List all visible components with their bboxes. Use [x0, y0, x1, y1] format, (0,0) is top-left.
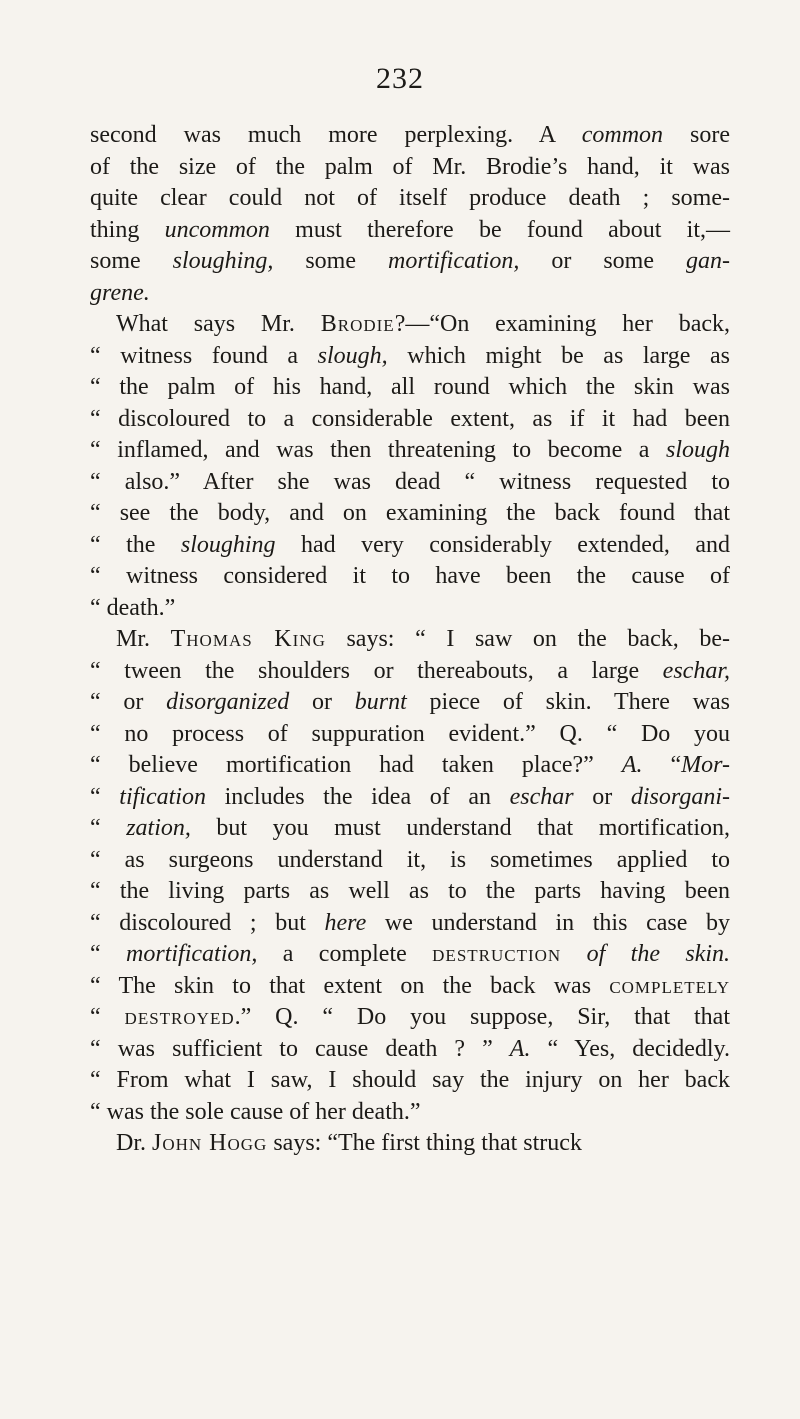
text-run: thing	[90, 216, 165, 243]
text-run: “ witness considered it to have been the cause of	[90, 563, 730, 589]
text-run: tification	[119, 783, 206, 810]
text-line	[90, 1065, 730, 1097]
text-run: completely	[609, 972, 730, 999]
text-run: Mr.	[116, 626, 171, 652]
text-run: we understand in this case by	[366, 909, 730, 936]
text-run: “ as surgeons understand it, is sometimes applied to	[90, 846, 730, 873]
text-run: of the skin.	[586, 941, 731, 967]
text-run: “ was sufficient to cause death ? ”	[90, 1035, 510, 1062]
text-run: “ inflamed, and was then threatening to become a	[90, 437, 666, 463]
text-line	[90, 309, 730, 341]
text-run: sloughing,	[172, 248, 274, 274]
text-line	[90, 183, 730, 215]
text-run: “ see the body, and on examining the back found that	[90, 500, 730, 526]
text-line	[90, 467, 730, 499]
text-line	[90, 845, 730, 877]
text-line	[90, 782, 730, 814]
text-run: “ The skin to that extent on the back was	[90, 972, 610, 999]
text-run: What says Mr.	[116, 311, 321, 337]
text-run: “ the palm of his hand, all round which the skin was	[90, 374, 730, 400]
text-line	[90, 939, 730, 971]
text-run: quite clear could not of itself produce death ; some-	[90, 185, 730, 211]
text-run: slough,	[317, 342, 388, 369]
text-run: burnt	[354, 689, 407, 715]
text-line	[90, 498, 730, 530]
text-run: but you must understand that mortification,	[190, 815, 730, 841]
text-run: a complete	[257, 941, 433, 967]
text-run: Dr.	[116, 1130, 152, 1156]
text-line	[90, 435, 730, 467]
text-run: “	[90, 783, 120, 810]
text-run: slough	[665, 437, 730, 463]
text-line	[90, 593, 730, 625]
text-run: gan-	[685, 248, 730, 274]
text-run: says: “ I saw on the back, be-	[325, 626, 730, 652]
text-run: or	[289, 689, 355, 715]
text-run: had very considerably extended, and	[275, 531, 730, 558]
text-line	[90, 813, 730, 845]
text-run: “ the	[90, 531, 181, 558]
text-run: uncommon	[164, 216, 270, 243]
text-run: Brodie	[320, 311, 395, 337]
text-line	[90, 372, 730, 404]
text-run: “ believe mortification had taken place?”	[90, 752, 622, 778]
text-run: some	[273, 248, 388, 274]
text-run: piece of skin. There was	[406, 689, 730, 715]
text-line	[90, 1097, 730, 1129]
text-run: destroyed	[124, 1004, 235, 1030]
text-run: disorgani-	[630, 783, 730, 810]
text-line	[90, 120, 730, 152]
text-line	[90, 750, 730, 782]
text-line	[90, 530, 730, 562]
text-line	[90, 341, 730, 373]
text-run: eschar	[509, 783, 574, 810]
text-run: “ discoloured to a considerable extent, as if it had been	[90, 405, 730, 432]
text-run: includes the idea of an	[205, 783, 510, 810]
text-run: which might be as large as	[387, 342, 730, 369]
text-run: here	[324, 909, 367, 936]
text-run: mortification,	[126, 941, 258, 967]
text-run: or	[573, 783, 631, 810]
text-line	[90, 561, 730, 593]
text-run: sloughing	[180, 531, 276, 558]
text-run: destruction	[432, 941, 562, 967]
text-run: “	[90, 941, 127, 967]
text-line	[90, 1034, 730, 1066]
text-run: must therefore be found about it,—	[269, 216, 730, 243]
text-run: “	[642, 752, 682, 778]
text-run: “ was the sole cause of her death.”	[90, 1098, 421, 1125]
text-run: common	[581, 122, 664, 148]
text-run: grene.	[90, 279, 150, 306]
text-run: “	[90, 1004, 125, 1030]
text-run: “ no process of suppuration evident.” Q. “ Do you	[90, 720, 730, 747]
text-run: “ From what I saw, I should say the injury on her back	[90, 1067, 730, 1093]
text-run: A.	[509, 1035, 531, 1062]
text-run: of the size of the palm of Mr. Brodie’s hand, it was	[90, 153, 730, 180]
text-line	[90, 215, 730, 247]
text-run: or some	[519, 248, 686, 274]
text-run: ?—“On examining her back,	[394, 311, 730, 337]
text-run: “ Yes, decidedly.	[530, 1035, 731, 1062]
text-run: mortification,	[388, 248, 520, 274]
text-line	[90, 278, 730, 310]
text-line	[90, 1002, 730, 1034]
text-line	[90, 687, 730, 719]
text-line	[90, 971, 730, 1003]
text-run: John Hogg	[152, 1130, 268, 1156]
text-run: eschar,	[662, 657, 730, 684]
text-run: “ or	[90, 689, 167, 715]
text-run: second was much more perplexing. A	[90, 122, 582, 148]
text-run: “ the living parts as well as to the parts having been	[90, 878, 730, 904]
text-line	[90, 719, 730, 751]
text-line	[90, 876, 730, 908]
text-run: “ also.” After she was dead “ witness requested to	[90, 468, 730, 495]
text-run: zation,	[126, 815, 191, 841]
text-run: Thomas King	[170, 626, 326, 652]
page-number: 232	[376, 62, 424, 95]
text-run: “ witness found a	[90, 342, 318, 369]
text-line	[90, 246, 730, 278]
body-text	[90, 120, 730, 1160]
text-run: sore	[663, 122, 730, 148]
text-run: “ discoloured ; but	[90, 909, 325, 936]
text-line	[90, 404, 730, 436]
text-run: .” Q. “ Do you suppose, Sir, that that	[234, 1004, 731, 1030]
text-run	[561, 941, 586, 967]
text-run: disorganized	[166, 689, 290, 715]
text-line	[90, 908, 730, 940]
text-run: some	[90, 248, 173, 274]
text-run: says: “The first thing that struck	[267, 1130, 582, 1156]
text-run: Mor-	[681, 752, 731, 778]
text-run: A.	[621, 752, 643, 778]
text-line	[90, 152, 730, 184]
text-line	[90, 624, 730, 656]
text-run: “	[90, 815, 127, 841]
text-line	[90, 1128, 730, 1160]
text-run: “ tween the shoulders or thereabouts, a large	[90, 657, 663, 684]
text-line	[90, 656, 730, 688]
text-run: “ death.”	[90, 594, 176, 621]
